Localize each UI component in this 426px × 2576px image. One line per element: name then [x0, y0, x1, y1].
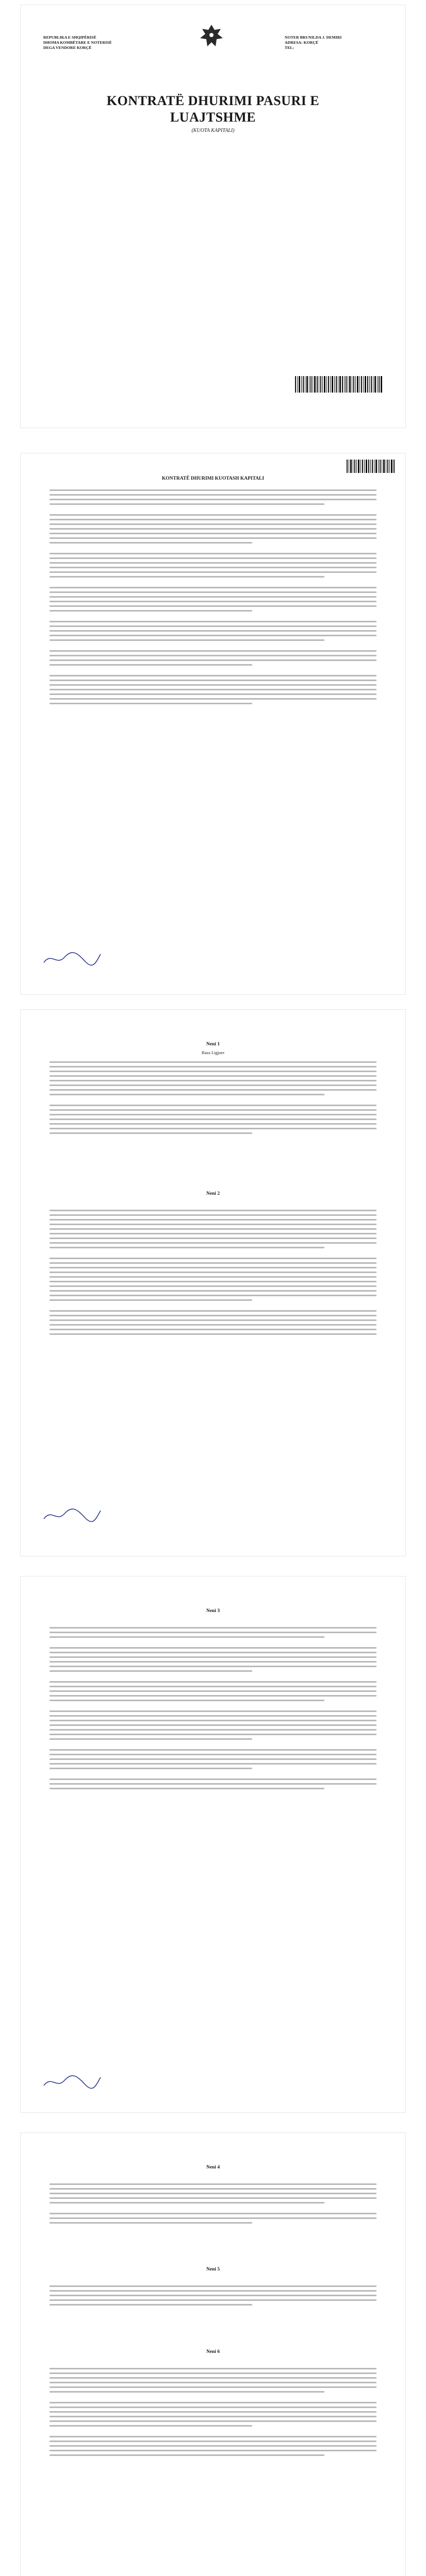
document-page-4 — [21, 1577, 405, 2112]
section-title-neni-4: Neni 4 — [206, 2165, 220, 2170]
header-left-block — [43, 35, 141, 50]
document-title-line-1: KONTRATË DHURIMI PASURI E — [106, 93, 320, 108]
section-title-neni-1: Neni 1 — [206, 1042, 220, 1047]
albania-eagle-crest-icon — [196, 22, 227, 53]
document-page-1 — [21, 5, 405, 428]
header-left-line: DEGA VENDORE KORÇË — [43, 45, 92, 50]
document-title-line-2: LUAJTSHME — [170, 110, 256, 125]
neni-1-body — [50, 1061, 376, 1137]
neni-5-body — [50, 2285, 376, 2309]
section-title-neni-2: Neni 2 — [206, 1191, 220, 1196]
document-page-5 — [21, 2133, 405, 2576]
intro-paragraphs — [50, 489, 376, 707]
section-title-neni-3: Neni 3 — [206, 1608, 220, 1614]
document-page-3 — [21, 1010, 405, 1556]
notary-stamp-barcode-icon — [347, 460, 396, 473]
neni-4-body — [50, 2183, 376, 2227]
header-right-line: TEL: — [285, 45, 294, 50]
section-title-neni-5: Neni 5 — [206, 2267, 220, 2272]
header-right-line: NOTER BRUNILDA J. DEMIRI — [285, 35, 342, 40]
initials-signature-icon — [41, 2071, 103, 2092]
initials-signature-icon — [41, 948, 103, 969]
neni-6-body — [50, 2368, 376, 2459]
section-subtitle-neni-1: Baza Ligjore — [201, 1050, 225, 1055]
neni-2-body — [50, 1210, 376, 1338]
section-title-intro: KONTRATË DHURIMI KUOTASH KAPITALI — [161, 476, 265, 481]
header-right-block — [285, 35, 383, 50]
header-left-line: REPUBLIKA E SHQIPËRISË — [43, 35, 96, 40]
initials-signature-icon — [41, 1504, 103, 1525]
section-title-neni-6: Neni 6 — [206, 2349, 220, 2354]
header-right-line: ADRESA: KORÇË — [285, 40, 319, 45]
document-page-2 — [21, 453, 405, 994]
header-left-line: DHOMA KOMBËTARE E NOTERISË — [43, 40, 112, 45]
document-title — [21, 93, 405, 126]
neni-3-body — [50, 1627, 376, 1792]
barcode-icon — [295, 376, 383, 393]
document-subtitle: (KUOTA KAPITALI) — [191, 128, 235, 133]
